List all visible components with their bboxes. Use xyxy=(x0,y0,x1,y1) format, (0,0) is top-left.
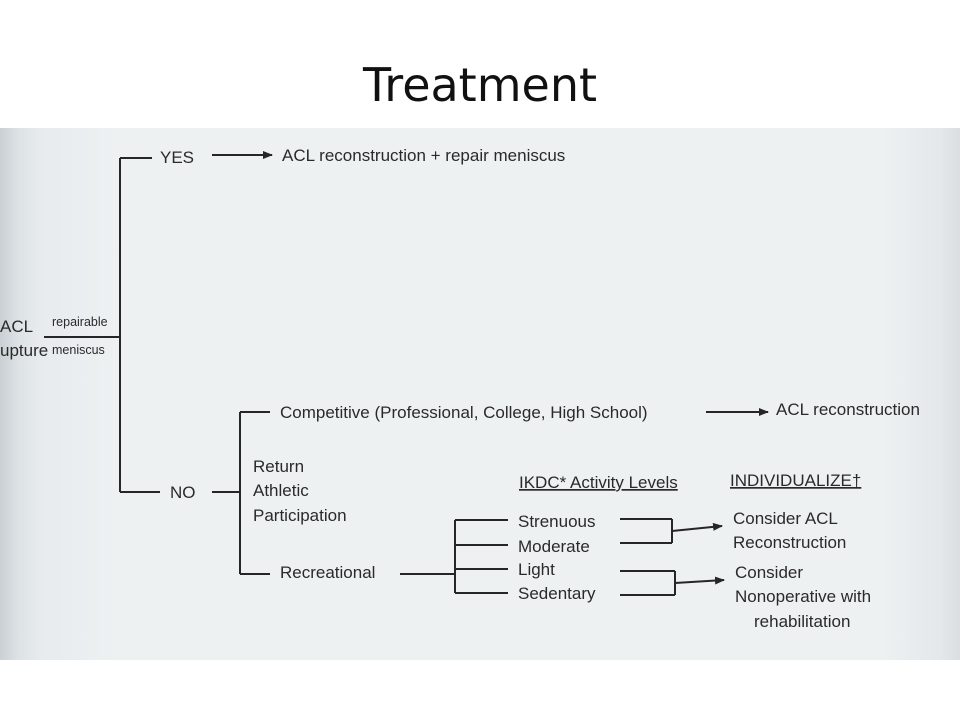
low-outcome-line-2: Nonoperative with xyxy=(735,587,872,606)
return-line-3: Participation xyxy=(253,506,347,525)
competitive-outcome: ACL reconstruction xyxy=(776,400,920,419)
high-outcome-line-1: Consider ACL xyxy=(733,509,838,528)
yes-outcome: ACL reconstruction + repair meniscus xyxy=(282,146,566,165)
return-line-1: Return xyxy=(253,457,305,476)
return-line-2: Athletic xyxy=(253,481,309,500)
root-label-line2: upture xyxy=(0,341,49,360)
activity-levels-header: IKDC* Activity Levels xyxy=(519,473,678,492)
level-light: Light xyxy=(518,560,555,579)
condition-top: repairable xyxy=(52,315,108,329)
high-arrow xyxy=(672,526,722,531)
individualize-header: INDIVIDUALIZE† xyxy=(730,471,862,490)
slide-title: Treatment xyxy=(362,58,598,112)
low-outcome-line-1: Consider xyxy=(735,563,804,582)
low-outcome-line-3: rehabilitation xyxy=(754,612,851,631)
level-moderate: Moderate xyxy=(518,537,590,556)
recreational-label: Recreational xyxy=(280,563,376,582)
low-arrow xyxy=(675,580,724,583)
yes-label: YES xyxy=(160,148,195,167)
no-label: NO xyxy=(170,483,196,502)
root-label-line1: ACL xyxy=(0,317,34,336)
high-outcome-line-2: Reconstruction xyxy=(733,533,847,552)
condition-bottom: meniscus xyxy=(52,343,105,357)
diagram-scan xyxy=(0,128,960,660)
competitive-label: Competitive (Professional, College, High School) xyxy=(280,403,648,422)
level-sedentary: Sedentary xyxy=(518,584,596,603)
treatment-flowchart xyxy=(0,128,960,660)
level-strenuous: Strenuous xyxy=(518,512,596,531)
